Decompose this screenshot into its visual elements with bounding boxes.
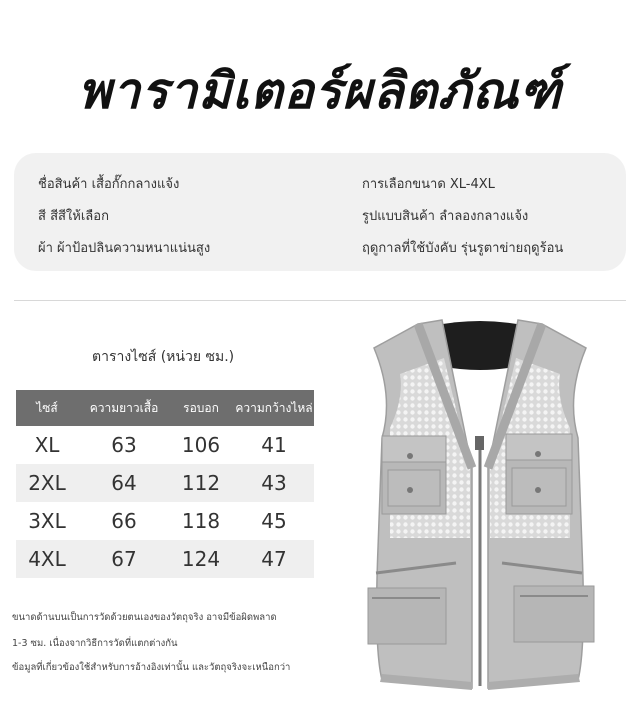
param-size-range: การเลือกขนาด XL-4XL (362, 177, 495, 192)
param-style: รูปแบบสินค้า ลำลองกลางแจ้ง (362, 209, 529, 224)
header-chest: รอบอก (170, 390, 232, 426)
cell-length: 66 (78, 502, 170, 540)
page-title: พารามิเตอร์ผลิตภัณฑ์ (78, 62, 562, 120)
table-row (16, 502, 314, 540)
cell-size: 2XL (16, 464, 78, 502)
param-product-name: ชื่อสินค้า เสื้อกั๊กกลางแจ้ง (38, 177, 180, 192)
vest-product-image (360, 318, 600, 710)
param-color: สี สีสีให้เลือก (38, 209, 109, 224)
size-table-wrap (16, 390, 314, 580)
note-line-2: 1-3 ซม. เนื่องจากวิธีการวัดที่แตกต่างกัน (12, 638, 178, 649)
table-row (16, 426, 314, 464)
cell-length: 63 (78, 426, 170, 464)
table-header-row (16, 390, 314, 426)
cell-length: 64 (78, 464, 170, 502)
cell-length: 67 (78, 540, 170, 578)
cell-size: 3XL (16, 502, 78, 540)
params-panel (14, 153, 626, 271)
cell-chest: 112 (170, 464, 232, 502)
cell-chest: 118 (170, 502, 232, 540)
param-season: ฤดูกาลที่ใช้บังคับ รุ่นรูตาข่ายฤดูร้อน (362, 241, 564, 256)
cell-chest: 106 (170, 426, 232, 464)
size-chart-title: ตารางไซส์ (หน่วย ซม.) (92, 349, 235, 365)
cell-shoulder: 47 (232, 540, 314, 578)
cell-size: 4XL (16, 540, 78, 578)
cell-chest: 124 (170, 540, 232, 578)
cell-shoulder: 43 (232, 464, 314, 502)
cell-size: XL (16, 426, 78, 464)
param-fabric: ผ้า ผ้าป้อปลินความหนาแน่นสูง (38, 241, 211, 256)
header-shoulder: ความกว้างไหล่ (232, 390, 314, 426)
note-line-1: ขนาดด้านบนเป็นการวัดด้วยตนเองของวัตถุจริง อาจมีข้อผิดพลาด (12, 612, 277, 623)
note-line-3: ข้อมูลที่เกี่ยวข้องใช้สำหรับการอ้างอิงเท่านั้น และวัตถุจริงจะเหนือกว่า (12, 662, 291, 673)
divider (14, 300, 626, 301)
header-size: ไซส์ (16, 390, 78, 426)
table-row (16, 540, 314, 578)
table-row (16, 464, 314, 502)
header-length: ความยาวเสื้อ (78, 390, 170, 426)
cell-shoulder: 45 (232, 502, 314, 540)
size-table (16, 390, 314, 578)
cell-shoulder: 41 (232, 426, 314, 464)
